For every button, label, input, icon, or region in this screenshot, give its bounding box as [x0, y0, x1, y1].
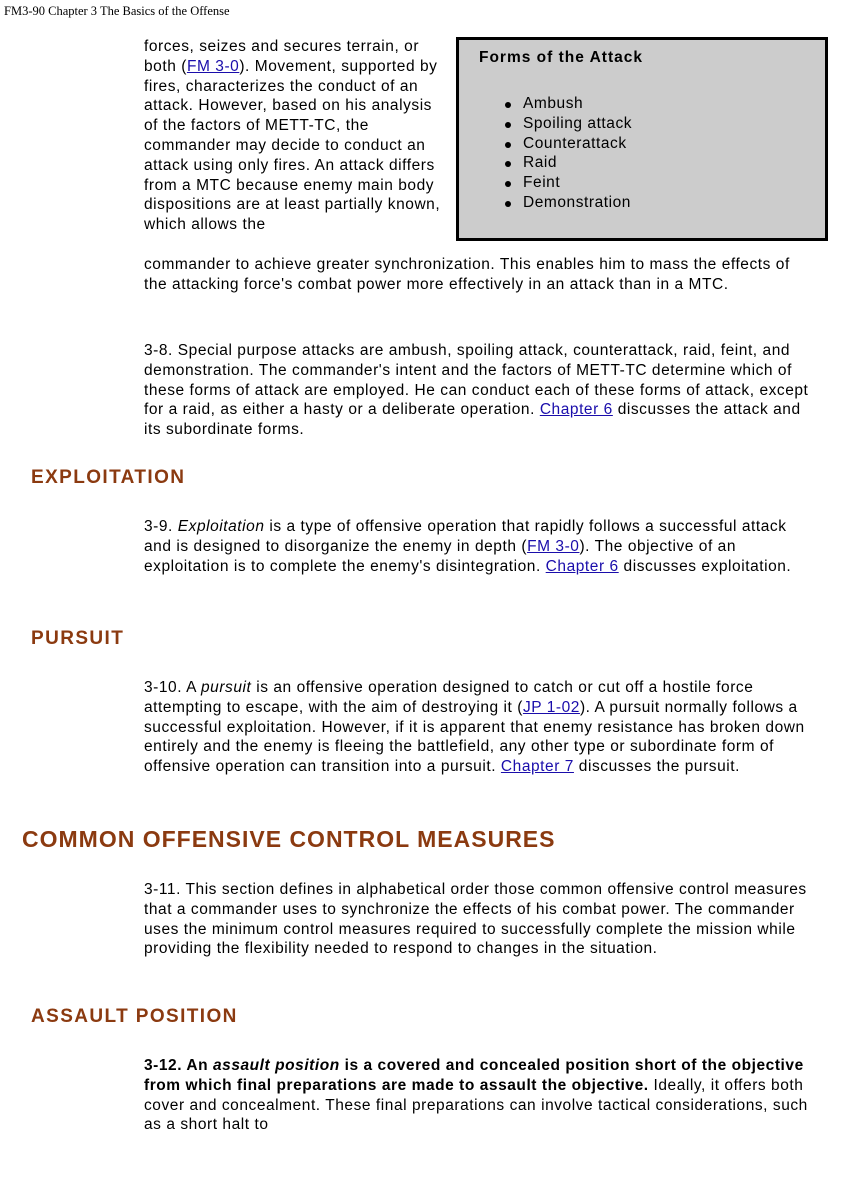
- fm-3-0-link[interactable]: FM 3-0: [186, 57, 240, 75]
- para-text: is a type of offensive operation that rapidly follows a successful attack and is designed to disorganize the enemy in depth (: [144, 518, 787, 555]
- paragraph-3-10: [144, 678, 816, 777]
- list-item: Feint: [503, 173, 632, 193]
- list-item: Raid: [503, 153, 632, 173]
- pursuit-heading: PURSUIT: [31, 628, 125, 649]
- paragraph-3-8: [144, 341, 816, 440]
- running-header: FM3-90 Chapter 3 The Basics of the Offense: [4, 4, 230, 18]
- chapter-6-link[interactable]: Chapter 6: [539, 401, 613, 419]
- chapter-6-link[interactable]: Chapter 6: [545, 557, 619, 575]
- assault-position-heading: ASSAULT POSITION: [31, 1006, 238, 1027]
- term-assault-position: assault position: [212, 1057, 340, 1074]
- term-pursuit: pursuit: [200, 679, 252, 696]
- para-3-8-tail: discusses the attack and its subordinate forms.: [144, 401, 801, 439]
- para-num: 3-10. A: [144, 679, 201, 696]
- para-3-8-text: 3-8. Special purpose attacks are ambush, spoiling attack, counterattack, raid, feint, and demonstration. The commander's intent and the factors of METT-TC determine which of these forms of attack are employed. He can conduct each of these forms of attack, except for a raid, as either a hasty or a deliberate operation.: [144, 342, 809, 419]
- para-num: 3-12. An: [144, 1057, 213, 1074]
- list-item: Counterattack: [503, 134, 632, 154]
- para-text: ). The objective of an exploitation is to complete the enemy's disintegration.: [144, 537, 737, 575]
- intro-text: forces, seizes and secures terrain, or both (: [144, 38, 420, 75]
- para-num: 3-9.: [144, 518, 178, 535]
- fm-3-0-link[interactable]: FM 3-0: [527, 537, 580, 555]
- para-text: ). A pursuit normally follows a successful exploitation. However, if it is apparent that enemy resistance has broken down entirely and the enemy is fleeing the battlefield, any other type or subordinate form of offensive operation can transition into a pursuit.: [144, 698, 805, 776]
- definition-text: is a covered and concealed position short of the objective from which final preparations are made to assault the objective.: [144, 1057, 804, 1094]
- para-tail: discusses the pursuit.: [573, 758, 740, 776]
- list-item: Ambush: [503, 94, 632, 114]
- paragraph-3-9: [144, 517, 816, 576]
- intro-text-b: ). Movement, supported by fires, characterizes the conduct of an attack. However, based on his analysis of the factors of METT-TC, the commander may decide to conduct an attack using only fires. An attack differs from a MTC because enemy main body dispositions are at least partially known, which allows the: [144, 57, 441, 234]
- intro-paragraph-full: commander to achieve greater synchronization. This enables him to mass the effects of the attacking force's combat power more effectively in an attack than in a MTC.: [144, 256, 790, 293]
- control-measures-heading: COMMON OFFENSIVE CONTROL MEASURES: [22, 826, 556, 852]
- sidebar-title: Forms of the Attack: [479, 49, 643, 66]
- paragraph-3-12: [144, 1056, 816, 1135]
- exploitation-heading: EXPLOITATION: [31, 467, 186, 488]
- para-text: Ideally, it offers both cover and concealment. These final preparations can involve tactical considerations, such as a short halt to: [144, 1076, 808, 1134]
- jp-1-02-link[interactable]: JP 1-02: [522, 698, 580, 716]
- forms-of-attack-sidebar: [456, 37, 828, 241]
- intro-paragraph-wrap: [144, 37, 444, 235]
- para-tail: discusses exploitation.: [618, 557, 792, 575]
- paragraph-3-11: 3-11. This section defines in alphabetical order those common offensive control measures that a commander uses to synchronize the effects of his combat power. The commander uses the minimum control measures required to successfully complete the mission while providing the flexibility needed to respond to changes in the situation.: [144, 881, 807, 958]
- chapter-7-link[interactable]: Chapter 7: [500, 758, 574, 776]
- para-text: is an offensive operation designed to catch or cut off a hostile force attempting to escape, with the aim of destroying it (: [144, 679, 754, 716]
- list-item: Demonstration: [503, 193, 632, 213]
- sidebar-list: [503, 94, 632, 213]
- term-exploitation: Exploitation: [177, 518, 265, 535]
- list-item: Spoiling attack: [503, 114, 632, 134]
